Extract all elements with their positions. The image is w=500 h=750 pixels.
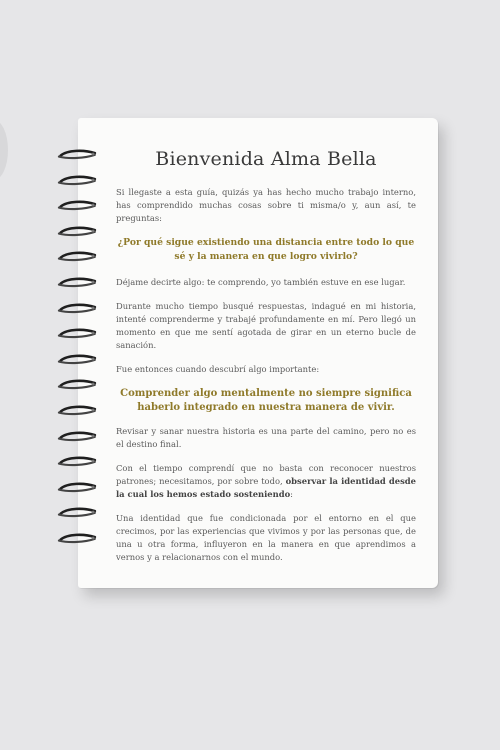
spiral-ring-front: [59, 360, 95, 363]
background-shadow: [0, 120, 8, 180]
paragraph-3: Fue entonces cuando descubrí algo importante:: [116, 364, 320, 374]
spiral-ring-front: [59, 462, 95, 465]
spiral-ring-front: [59, 206, 95, 209]
spiral-ring-front: [59, 334, 95, 337]
spiral-ring-back: [61, 330, 95, 335]
spiral-hole: [92, 485, 95, 488]
spiral-ring-back: [61, 432, 95, 437]
spiral-ring: [52, 506, 100, 518]
spiral-ring: [52, 481, 100, 493]
spiral-ring-front: [59, 436, 95, 439]
notebook-page: [116, 148, 416, 575]
spiral-binding: [52, 148, 104, 558]
spiral-ring-back: [61, 253, 95, 258]
spiral-hole: [92, 537, 95, 540]
spiral-ring: [52, 404, 100, 416]
spiral-hole: [92, 306, 95, 309]
spiral-ring-front: [59, 308, 95, 311]
spiral-ring-front: [59, 539, 95, 542]
paragraph-5-end: :: [290, 489, 293, 499]
paragraph-1: Déjame decirte algo: te comprendo, yo también estuve en ese lugar.: [116, 277, 406, 287]
spiral-hole: [92, 229, 95, 232]
highlight-statement: Comprender algo mentalmente no siempre significa haberlo integrado en nuestra manera de vivir.: [120, 388, 412, 413]
spiral-ring-back: [61, 407, 95, 412]
spiral-ring-back: [61, 304, 95, 309]
spiral-ring-back: [61, 381, 95, 386]
spiral-ring: [52, 378, 100, 390]
spiral-ring-front: [59, 180, 95, 183]
spiral-ring: [52, 455, 100, 467]
spiral-hole: [92, 204, 95, 207]
spiral-ring: [52, 302, 100, 314]
spiral-hole: [92, 434, 95, 437]
spiral-ring-back: [61, 484, 95, 489]
spiral-ring-front: [59, 257, 95, 260]
paragraph-6: Una identidad que fue condicionada por el entorno en el que crecimos, por las experiencias que vivimos y por las personas que, de una u otra forma, influyeron en la manera en que aprendimos a vernos y a relacionarnos con el mundo.: [116, 513, 416, 562]
spiral-ring-front: [59, 488, 95, 491]
spiral-ring-back: [61, 228, 95, 233]
key-question: ¿Por qué sigue existiendo una distancia entre todo lo que sé y la manera en que logro vivirlo?: [117, 237, 415, 262]
paragraph-5-emphasis: observar la identidad desde la cual los hemos estado sosteniendo: [116, 476, 416, 499]
spiral-ring-back: [61, 279, 95, 284]
paragraph-4: Revisar y sanar nuestra historia es una parte del camino, pero no es el destino final.: [116, 426, 416, 449]
spiral-ring-back: [61, 458, 95, 463]
spiral-ring-front: [59, 385, 95, 388]
paragraph-5: [116, 462, 416, 501]
spiral-ring-back: [61, 356, 95, 361]
spiral-hole: [92, 153, 95, 156]
spiral-hole: [92, 255, 95, 258]
spiral-ring-back: [61, 535, 95, 540]
spiral-ring-back: [61, 176, 95, 181]
spiral-ring: [52, 276, 100, 288]
spiral-ring-back: [61, 509, 95, 514]
spiral-hole: [92, 357, 95, 360]
spiral-hole: [92, 511, 95, 514]
notebook: [78, 118, 438, 588]
intro-paragraph: Si llegaste a esta guía, quizás ya has hecho mucho trabajo interno, has comprendido muchas cosas sobre ti misma/o y, aun así, te preguntas:: [116, 187, 416, 223]
paragraph-2: Durante mucho tiempo busqué respuestas, indagué en mi historia, intenté comprenderme y trabajé profundamente en mí. Pero llegó un momento en que me sentí agotada de girar en un eterno bucle de sanación.: [116, 301, 416, 350]
spiral-ring: [52, 532, 100, 544]
spiral-ring-front: [59, 283, 95, 286]
spiral-ring: [52, 225, 100, 237]
spiral-ring: [52, 327, 100, 339]
spiral-ring: [52, 353, 100, 365]
paragraph-5-start: Con el tiempo comprendí que no basta con reconocer nuestros patrones; necesitamos, por sobre todo,: [116, 463, 416, 486]
spiral-ring-front: [59, 232, 95, 235]
spiral-hole: [92, 409, 95, 412]
page-title: Bienvenida Alma Bella: [155, 148, 377, 170]
spiral-ring-back: [61, 151, 95, 156]
spiral-hole: [92, 383, 95, 386]
spiral-ring: [52, 148, 100, 160]
spiral-ring-front: [59, 513, 95, 516]
spiral-ring-back: [61, 202, 95, 207]
spiral-hole: [92, 281, 95, 284]
spiral-hole: [92, 460, 95, 463]
spiral-ring-front: [59, 411, 95, 414]
spiral-ring: [52, 250, 100, 262]
spiral-hole: [92, 178, 95, 181]
spiral-ring: [52, 199, 100, 211]
spiral-ring: [52, 430, 100, 442]
spiral-ring-front: [59, 155, 95, 158]
spiral-hole: [92, 332, 95, 335]
spiral-ring: [52, 174, 100, 186]
